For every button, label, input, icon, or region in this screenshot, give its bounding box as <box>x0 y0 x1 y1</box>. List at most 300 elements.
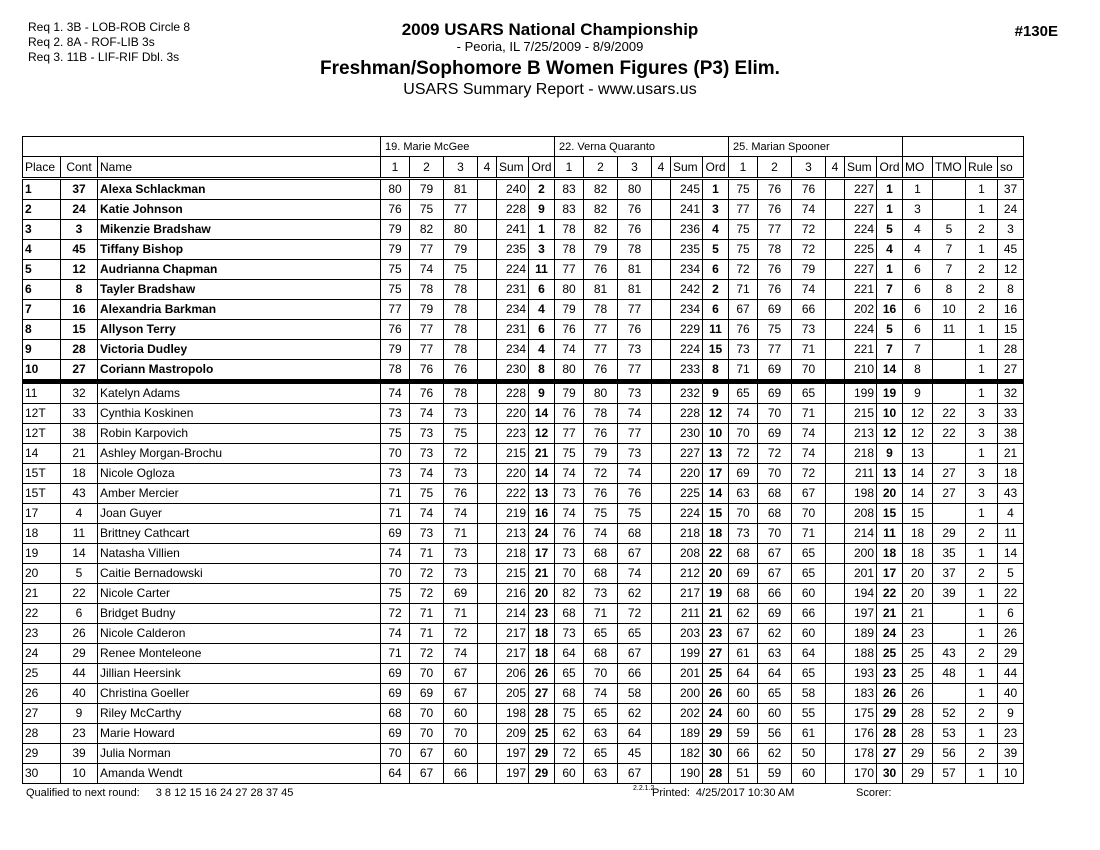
judge3-ord-cell: 21 <box>877 604 903 624</box>
judge2-sum-cell: 234 <box>671 260 703 280</box>
judge1-score-cell: 71 <box>444 524 478 544</box>
judge2-score-cell <box>652 444 671 464</box>
column-header-row <box>23 157 1024 179</box>
place-cell: 12T <box>23 424 61 444</box>
judge2-sum-cell: 190 <box>671 764 703 784</box>
judge3-score-cell: 72 <box>758 444 792 464</box>
results-table <box>22 136 1024 784</box>
mo-cell: 29 <box>903 744 933 764</box>
judge1-ord-cell: 3 <box>529 240 555 260</box>
judge2-ord-cell: 12 <box>703 404 729 424</box>
table-row <box>23 744 1024 764</box>
judge2-score-cell: 80 <box>555 280 584 300</box>
place-cell: 1 <box>23 179 61 200</box>
contestant-number-cell: 44 <box>61 664 98 684</box>
judge1-sum-cell: 205 <box>497 684 529 704</box>
rule-cell: 1 <box>966 724 998 744</box>
place-cell: 5 <box>23 260 61 280</box>
rule-cell: 1 <box>966 320 998 340</box>
judge1-sum-cell: 234 <box>497 300 529 320</box>
contestant-number-cell: 6 <box>61 604 98 624</box>
judge2-score-cell: 81 <box>618 260 652 280</box>
judge3-sum-cell: 227 <box>845 200 877 220</box>
judge1-ord-cell: 21 <box>529 564 555 584</box>
rule-cell: 2 <box>966 744 998 764</box>
judge2-score-cell: 67 <box>618 764 652 784</box>
judge3-score-cell: 72 <box>729 444 758 464</box>
judge1-score-cell: 70 <box>381 444 410 464</box>
mo-cell: 20 <box>903 564 933 584</box>
judge1-score-cell <box>478 340 497 360</box>
judge1-score-cell: 75 <box>444 260 478 280</box>
judge3-score-cell: 76 <box>729 320 758 340</box>
contestant-number-cell: 8 <box>61 280 98 300</box>
judge2-score-cell: 67 <box>618 544 652 564</box>
judge3-ord-cell: 4 <box>877 240 903 260</box>
judge1-score-cell <box>478 624 497 644</box>
judge1-sum-cell: 240 <box>497 179 529 200</box>
judge2-score-cell: 65 <box>584 744 618 764</box>
judge3-score-cell: 65 <box>792 544 826 564</box>
judge1-score-cell <box>478 444 497 464</box>
judge2-score-cell: 81 <box>618 280 652 300</box>
judge2-ord-cell: 8 <box>703 360 729 382</box>
judge3-ord-cell: 9 <box>877 444 903 464</box>
mo-cell: 20 <box>903 584 933 604</box>
judge2-ord-cell: 21 <box>703 604 729 624</box>
judge1-score-cell: 76 <box>381 320 410 340</box>
judge2-score-cell: 78 <box>555 220 584 240</box>
skater-name-cell: Riley McCarthy <box>98 704 381 724</box>
judge3-score-cell: 55 <box>792 704 826 724</box>
judge3-score-cell: 79 <box>792 260 826 280</box>
judge3-score-cell: 76 <box>758 260 792 280</box>
judge2-score-cell: 82 <box>555 584 584 604</box>
judge2-sum-cell: 232 <box>671 382 703 404</box>
judge3-ord-cell: 20 <box>877 484 903 504</box>
judge3-score-cell: 72 <box>792 240 826 260</box>
judge3-score-cell: 68 <box>758 504 792 524</box>
start-order-cell: 29 <box>998 644 1024 664</box>
judge3-score-cell: 78 <box>758 240 792 260</box>
contestant-number-cell: 9 <box>61 704 98 724</box>
tmo-cell: 29 <box>933 524 966 544</box>
tmo-cell: 57 <box>933 764 966 784</box>
judge1-score-cell: 80 <box>444 220 478 240</box>
judge2-score-cell: 74 <box>618 464 652 484</box>
rule-cell: 1 <box>966 504 998 524</box>
event-title: Freshman/Sophomore B Women Figures (P3) Elim. <box>320 58 780 79</box>
judge2-score-cell: 75 <box>555 444 584 464</box>
start-order-cell: 9 <box>998 704 1024 724</box>
judge2-score-cell <box>652 704 671 724</box>
judge1-score-cell: 81 <box>444 179 478 200</box>
judge2-sum-cell: 224 <box>671 340 703 360</box>
judge3-score-cell: 62 <box>758 624 792 644</box>
judge1-ord-cell: 18 <box>529 624 555 644</box>
skater-name-cell: Alexa Schlackman <box>98 179 381 200</box>
scorer-label: Scorer: <box>856 787 892 799</box>
skater-name-cell: Julia Norman <box>98 744 381 764</box>
judge1-score-cell <box>478 382 497 404</box>
judge2-sum-cell: 235 <box>671 240 703 260</box>
judge2-sum-cell: 242 <box>671 280 703 300</box>
requirement-3: Req 3. 11B - LIF-RIF Dbl. 3s <box>28 50 180 64</box>
judge3-ord-cell: 1 <box>877 260 903 280</box>
judge3-score-cell <box>826 684 845 704</box>
judge1-sum-cell: 215 <box>497 444 529 464</box>
rule-cell: 2 <box>966 300 998 320</box>
judge2-sum-cell: 236 <box>671 220 703 240</box>
judge1-score-cell: 66 <box>444 764 478 784</box>
skater-name-cell: Natasha Villien <box>98 544 381 564</box>
judge1-score-cell: 71 <box>410 604 444 624</box>
start-order-cell: 37 <box>998 179 1024 200</box>
judge2-score-cell: 65 <box>584 624 618 644</box>
judge2-score-cell: 83 <box>555 200 584 220</box>
judge2-score-cell: 79 <box>555 300 584 320</box>
judge3-score-cell: 72 <box>729 260 758 280</box>
judge2-score-cell: 74 <box>618 404 652 424</box>
place-cell: 18 <box>23 524 61 544</box>
place-cell: 26 <box>23 684 61 704</box>
judge2-score-cell: 74 <box>555 464 584 484</box>
judge3-score-cell: 77 <box>758 340 792 360</box>
judge3-score-cell <box>826 280 845 300</box>
judge3-score-cell <box>826 624 845 644</box>
judge3-score-cell: 76 <box>758 280 792 300</box>
contestant-number-cell: 16 <box>61 300 98 320</box>
judge3-sum-cell: 197 <box>845 604 877 624</box>
rule-cell: 3 <box>966 484 998 504</box>
judge1-score-cell: 73 <box>381 464 410 484</box>
judge1-ord-cell: 2 <box>529 179 555 200</box>
judge1-score-cell: 78 <box>444 320 478 340</box>
judge2-score-cell: 76 <box>555 404 584 424</box>
judge1-ord-cell: 24 <box>529 524 555 544</box>
start-order-cell: 15 <box>998 320 1024 340</box>
judge1-score-cell: 79 <box>410 300 444 320</box>
rule-cell: 1 <box>966 200 998 220</box>
table-row <box>23 220 1024 240</box>
rule-cell: 2 <box>966 524 998 544</box>
judge1-score-cell <box>478 724 497 744</box>
judge3-score-cell: 66 <box>758 584 792 604</box>
judge2-score-cell: 72 <box>584 464 618 484</box>
start-order-cell: 11 <box>998 524 1024 544</box>
table-row <box>23 179 1024 200</box>
tmo-cell: 7 <box>933 240 966 260</box>
place-cell: 28 <box>23 724 61 744</box>
judge1-sum-cell: 214 <box>497 604 529 624</box>
skater-name-cell: Victoria Dudley <box>98 340 381 360</box>
tmo-cell <box>933 624 966 644</box>
judge1-score-cell: 75 <box>381 584 410 604</box>
judge1-score-cell: 72 <box>410 564 444 584</box>
judge1-ord-cell: 6 <box>529 280 555 300</box>
tmo-cell: 11 <box>933 320 966 340</box>
judge1-score-cell: 72 <box>381 604 410 624</box>
judge1-ord-cell: 26 <box>529 664 555 684</box>
table-row <box>23 404 1024 424</box>
judge2-ord-cell: 17 <box>703 464 729 484</box>
software-version: 2.2.1.2 <box>633 785 655 792</box>
judge1-sum-cell: 230 <box>497 360 529 382</box>
mo-cell: 6 <box>903 300 933 320</box>
start-order-cell: 23 <box>998 724 1024 744</box>
contestant-number-cell: 10 <box>61 764 98 784</box>
skater-name-cell: Brittney Cathcart <box>98 524 381 544</box>
col-header-rule: Rule <box>966 157 998 179</box>
judge1-score-cell: 78 <box>410 280 444 300</box>
judge-header-spacer-left <box>23 137 381 157</box>
judge1-score-cell: 75 <box>410 200 444 220</box>
judge1-sum-cell: 219 <box>497 504 529 524</box>
judge3-score-cell <box>826 604 845 624</box>
place-cell: 4 <box>23 240 61 260</box>
col-header-judge2-ord: Ord <box>703 157 729 179</box>
judge2-sum-cell: 217 <box>671 584 703 604</box>
skater-name-cell: Bridget Budny <box>98 604 381 624</box>
judge2-ord-cell: 22 <box>703 544 729 564</box>
judge1-score-cell: 71 <box>444 604 478 624</box>
judge1-ord-cell: 28 <box>529 704 555 724</box>
judge3-sum-cell: 221 <box>845 280 877 300</box>
contestant-number-cell: 15 <box>61 320 98 340</box>
col-header-judge2-3: 3 <box>618 157 652 179</box>
contestant-number-cell: 38 <box>61 424 98 444</box>
judge2-score-cell: 82 <box>584 220 618 240</box>
skater-name-cell: Audrianna Chapman <box>98 260 381 280</box>
judge1-sum-cell: 231 <box>497 320 529 340</box>
skater-name-cell: Jillian Heersink <box>98 664 381 684</box>
judge2-ord-cell: 6 <box>703 260 729 280</box>
judge3-score-cell: 69 <box>729 464 758 484</box>
printed-label: Printed: <box>652 787 690 799</box>
judge1-score-cell <box>478 464 497 484</box>
judge1-score-cell <box>478 200 497 220</box>
judge3-sum-cell: 215 <box>845 404 877 424</box>
judge2-score-cell: 64 <box>618 724 652 744</box>
judge3-sum-cell: 210 <box>845 360 877 382</box>
judge3-score-cell: 56 <box>758 724 792 744</box>
skater-name-cell: Tayler Bradshaw <box>98 280 381 300</box>
judge2-score-cell <box>652 220 671 240</box>
judge2-score-cell: 77 <box>618 424 652 444</box>
contestant-number-cell: 21 <box>61 444 98 464</box>
judge2-score-cell: 76 <box>555 524 584 544</box>
judge3-score-cell: 69 <box>758 382 792 404</box>
judge1-score-cell <box>478 564 497 584</box>
rule-cell: 1 <box>966 584 998 604</box>
requirement-1: Req 1. 3B - LOB-ROB Circle 8 <box>28 20 191 34</box>
tmo-cell <box>933 340 966 360</box>
judge3-sum-cell: 221 <box>845 340 877 360</box>
judge2-score-cell: 76 <box>618 200 652 220</box>
table-row <box>23 684 1024 704</box>
judge1-sum-cell: 209 <box>497 724 529 744</box>
judge2-ord-cell: 9 <box>703 382 729 404</box>
col-header-judge3-3: 3 <box>792 157 826 179</box>
judge3-score-cell: 66 <box>792 300 826 320</box>
tmo-cell <box>933 179 966 200</box>
mo-cell: 25 <box>903 664 933 684</box>
start-order-cell: 21 <box>998 444 1024 464</box>
contestant-number-cell: 14 <box>61 544 98 564</box>
judge1-score-cell <box>478 360 497 382</box>
judge1-score-cell: 72 <box>410 584 444 604</box>
judge2-score-cell: 73 <box>618 340 652 360</box>
judge2-ord-cell: 3 <box>703 200 729 220</box>
judge3-score-cell: 70 <box>758 464 792 484</box>
judge3-sum-cell: 200 <box>845 544 877 564</box>
judge3-score-cell: 59 <box>729 724 758 744</box>
judge3-score-cell <box>826 424 845 444</box>
start-order-cell: 22 <box>998 584 1024 604</box>
judge3-ord-cell: 14 <box>877 360 903 382</box>
mo-cell: 6 <box>903 280 933 300</box>
judge2-ord-cell: 25 <box>703 664 729 684</box>
start-order-cell: 4 <box>998 504 1024 524</box>
judge1-score-cell: 76 <box>410 382 444 404</box>
judge1-score-cell: 76 <box>444 360 478 382</box>
mo-cell: 18 <box>903 544 933 564</box>
col-header-judge2-sum: Sum <box>671 157 703 179</box>
judge2-score-cell <box>652 340 671 360</box>
judge3-ord-cell: 18 <box>877 544 903 564</box>
judge3-ord-cell: 15 <box>877 504 903 524</box>
judge3-score-cell: 77 <box>758 220 792 240</box>
rule-cell: 1 <box>966 604 998 624</box>
judge2-score-cell <box>652 584 671 604</box>
judge1-ord-cell: 9 <box>529 200 555 220</box>
mo-cell: 7 <box>903 340 933 360</box>
skater-name-cell: Robin Karpovich <box>98 424 381 444</box>
judge3-score-cell: 75 <box>729 179 758 200</box>
judge1-score-cell: 72 <box>444 444 478 464</box>
rule-cell: 1 <box>966 764 998 784</box>
judge1-ord-cell: 29 <box>529 744 555 764</box>
judge3-ord-cell: 23 <box>877 664 903 684</box>
judge2-score-cell: 77 <box>584 340 618 360</box>
judge2-score-cell <box>652 360 671 382</box>
judge1-score-cell: 79 <box>381 220 410 240</box>
judge1-score-cell: 67 <box>444 664 478 684</box>
col-header-so: so <box>998 157 1024 179</box>
judge3-ord-cell: 19 <box>877 382 903 404</box>
start-order-cell: 45 <box>998 240 1024 260</box>
contestant-number-cell: 40 <box>61 684 98 704</box>
judge1-score-cell: 77 <box>410 240 444 260</box>
judge1-score-cell: 75 <box>381 260 410 280</box>
mo-cell: 8 <box>903 360 933 382</box>
judge2-ord-cell: 6 <box>703 300 729 320</box>
mo-cell: 1 <box>903 179 933 200</box>
skater-name-cell: Cynthia Koskinen <box>98 404 381 424</box>
judge2-score-cell: 66 <box>618 664 652 684</box>
judge1-sum-cell: 216 <box>497 584 529 604</box>
judge3-ord-cell: 12 <box>877 424 903 444</box>
tmo-cell: 37 <box>933 564 966 584</box>
judge1-score-cell: 78 <box>381 360 410 382</box>
judge1-score-cell: 79 <box>444 240 478 260</box>
judge2-sum-cell: 212 <box>671 564 703 584</box>
place-cell: 24 <box>23 644 61 664</box>
judge1-score-cell: 71 <box>410 544 444 564</box>
judge3-score-cell: 62 <box>758 744 792 764</box>
judge2-score-cell: 78 <box>584 300 618 320</box>
judge1-sum-cell: 217 <box>497 644 529 664</box>
tmo-cell: 39 <box>933 584 966 604</box>
place-cell: 8 <box>23 320 61 340</box>
mo-cell: 23 <box>903 624 933 644</box>
judge1-score-cell <box>478 404 497 424</box>
contestant-number-cell: 5 <box>61 564 98 584</box>
judge3-score-cell <box>826 300 845 320</box>
judge1-score-cell: 73 <box>444 464 478 484</box>
judge2-score-cell: 76 <box>618 484 652 504</box>
judge3-score-cell <box>826 200 845 220</box>
judge2-ord-cell: 1 <box>703 179 729 200</box>
judge1-score-cell: 64 <box>381 764 410 784</box>
skater-name-cell: Nicole Ogloza <box>98 464 381 484</box>
judge2-score-cell: 65 <box>555 664 584 684</box>
judge1-score-cell: 70 <box>381 564 410 584</box>
judge2-score-cell: 62 <box>618 704 652 724</box>
judge3-score-cell: 71 <box>729 360 758 382</box>
col-header-judge1-3: 3 <box>444 157 478 179</box>
table-row <box>23 544 1024 564</box>
mo-cell: 26 <box>903 684 933 704</box>
judge2-score-cell: 74 <box>584 524 618 544</box>
col-header-mo: MO <box>903 157 933 179</box>
judge1-score-cell: 77 <box>410 320 444 340</box>
judge2-score-cell: 78 <box>584 404 618 424</box>
start-order-cell: 26 <box>998 624 1024 644</box>
skater-name-cell: Nicole Carter <box>98 584 381 604</box>
judge3-score-cell: 58 <box>792 684 826 704</box>
judge1-ord-cell: 11 <box>529 260 555 280</box>
start-order-cell: 16 <box>998 300 1024 320</box>
judge3-score-cell: 60 <box>792 764 826 784</box>
rule-cell: 1 <box>966 624 998 644</box>
judge3-sum-cell: 188 <box>845 644 877 664</box>
judge3-score-cell: 61 <box>729 644 758 664</box>
judge3-sum-cell: 175 <box>845 704 877 724</box>
judge1-score-cell <box>478 484 497 504</box>
judge2-score-cell: 82 <box>584 179 618 200</box>
tmo-cell: 22 <box>933 424 966 444</box>
contestant-number-cell: 43 <box>61 484 98 504</box>
judge3-score-cell: 60 <box>758 704 792 724</box>
judge2-score-cell <box>652 544 671 564</box>
judge1-ord-cell: 14 <box>529 404 555 424</box>
tmo-cell: 56 <box>933 744 966 764</box>
judge3-sum-cell: 224 <box>845 220 877 240</box>
rule-cell: 2 <box>966 260 998 280</box>
start-order-cell: 10 <box>998 764 1024 784</box>
judge2-score-cell: 79 <box>584 444 618 464</box>
judge1-sum-cell: 206 <box>497 664 529 684</box>
judge3-score-cell: 70 <box>792 360 826 382</box>
judge2-sum-cell: 227 <box>671 444 703 464</box>
rule-cell: 1 <box>966 382 998 404</box>
judge3-score-cell: 75 <box>758 320 792 340</box>
judge3-score-cell: 67 <box>758 544 792 564</box>
mo-cell: 13 <box>903 444 933 464</box>
mo-cell: 4 <box>903 220 933 240</box>
judge2-score-cell: 76 <box>618 220 652 240</box>
